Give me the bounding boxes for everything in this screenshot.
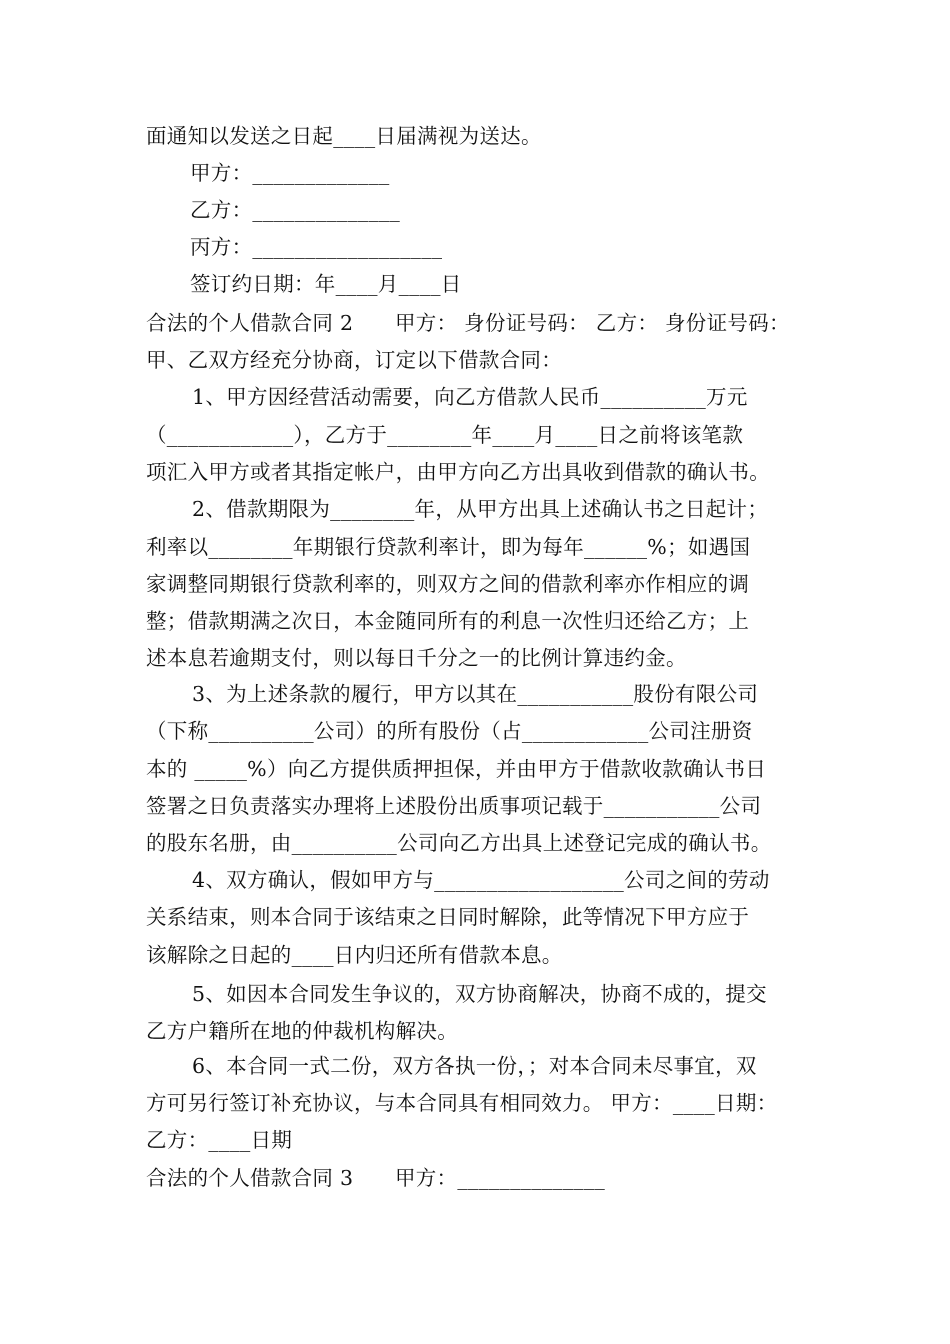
- clause-6-line: 乙方：____日期: [146, 1128, 293, 1152]
- clause-5-line: 5、如因本合同发生争议的，双方协商解决，协商不成的，提交: [192, 982, 767, 1006]
- clause-2-line: 整；借款期满之次日，本金随同所有的利息一次性归还给乙方；上: [146, 609, 750, 633]
- clause-2-line: 2、借款期限为________年，从甲方出具上述确认书之日起计；: [192, 497, 769, 521]
- clause-3-line: 的股东名册，由__________公司向乙方出具上述登记完成的确认书。: [146, 831, 772, 855]
- clause-2-line: 利率以________年期银行贷款利率计，即为每年______%；如遇国: [146, 535, 751, 559]
- clause-6-line: 方可另行签订补充协议，与本合同具有相同效力。 甲方：____日期：: [146, 1091, 778, 1115]
- contract-2-heading: 合法的个人借款合同 2 甲方： 身份证号码： 乙方： 身份证号码：: [146, 311, 790, 335]
- clause-6-line: 6、本合同一式二份，双方各执一份，；对本合同未尽事宜，双: [192, 1054, 757, 1078]
- clause-4-line: 该解除之日起的____日内归还所有借款本息。: [146, 943, 563, 967]
- clause-3-line: 签署之日负责落实办理将上述股份出质事项记载于___________公司: [146, 794, 762, 818]
- clause-1-line: （____________），乙方于________年____月____日之前将该笔款: [146, 423, 744, 447]
- contract-3-heading: 合法的个人借款合同 3 甲方：______________: [146, 1166, 606, 1190]
- clause-2-line: 家调整同期银行贷款利率的，则双方之间的借款利率亦作相应的调: [146, 572, 750, 596]
- party-c-signature-line: 丙方：__________________: [190, 235, 443, 259]
- clause-5-line: 乙方户籍所在地的仲裁机构解决。: [146, 1019, 458, 1043]
- clause-4-line: 关系结束，则本合同于该结束之日同时解除，此等情况下甲方应于: [146, 905, 750, 929]
- clause-1-line: 1、甲方因经营活动需要，向乙方借款人民币__________万元: [192, 385, 748, 409]
- text-line: 甲、乙双方经充分协商，订定以下借款合同：: [146, 348, 562, 372]
- party-b-signature-line: 乙方：______________: [190, 198, 401, 222]
- clause-2-line: 述本息若逾期支付，则以每日千分之一的比例计算违约金。: [146, 646, 687, 670]
- clause-1-line: 项汇入甲方或者其指定帐户，由甲方向乙方出具收到借款的确认书。: [146, 460, 770, 484]
- signing-date-line: 签订约日期：年____月____日: [190, 272, 462, 296]
- clause-3-line: 本的 _____%）向乙方提供质押担保，并由甲方于借款收款确认书日: [146, 757, 767, 781]
- clause-3-line: 3、为上述条款的履行，甲方以其在___________股份有限公司: [192, 682, 759, 706]
- clause-3-line: （下称__________公司）的所有股份（占____________公司注册资: [146, 719, 753, 743]
- party-a-signature-line: 甲方：_____________: [190, 161, 390, 185]
- text-line: 面通知以发送之日起____日届满视为送达。: [146, 124, 542, 148]
- clause-4-line: 4、双方确认，假如甲方与__________________公司之间的劳动: [192, 868, 770, 892]
